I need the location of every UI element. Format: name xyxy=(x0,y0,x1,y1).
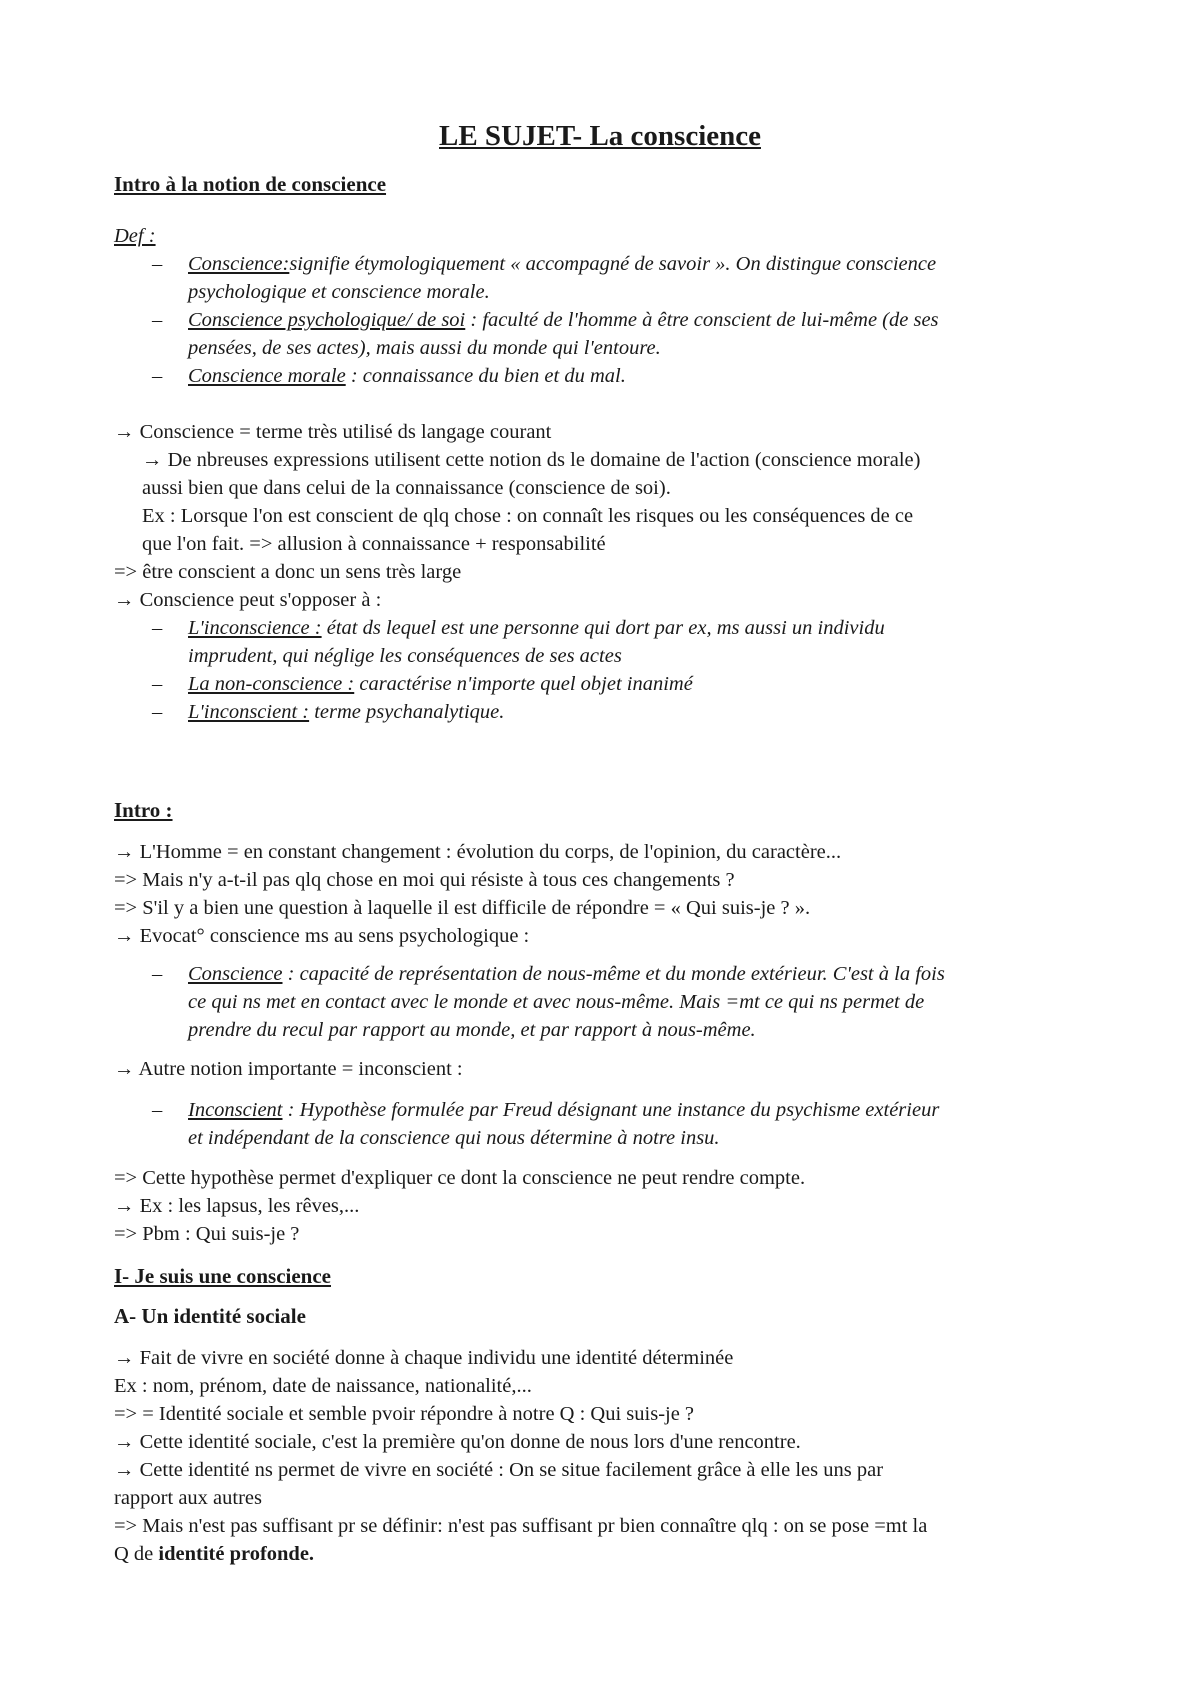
definition-item-cont: pensées, de ses actes), mais aussi du monde qui l'entoure. xyxy=(188,337,661,359)
section-heading-intro-notion: Intro à la notion de conscience xyxy=(114,172,387,196)
text-line: → Evocat° conscience ms au sens psychologique : xyxy=(114,925,530,947)
text-line: → L'Homme = en constant changement : évolution du corps, de l'opinion, du caractère... xyxy=(114,841,842,863)
text-line: Ex : Lorsque l'on est conscient de qlq chose : on connaît les risques ou les conséquences de ce xyxy=(142,505,914,527)
text-line: => Mais n'y a-t-il pas qlq chose en moi qui résiste à tous ces changements ? xyxy=(114,869,735,891)
text-line: aussi bien que dans celui de la connaissance (conscience de soi). xyxy=(142,477,671,499)
text-line: => = Identité sociale et semble pvoir répondre à notre Q : Qui suis-je ? xyxy=(114,1403,695,1425)
text-line: => Cette hypothèse permet d'expliquer ce dont la conscience ne peut rendre compte. xyxy=(114,1167,806,1189)
page-title: LE SUJET- La conscience xyxy=(439,120,761,152)
text-line: => S'il y a bien une question à laquelle il est difficile de répondre = « Qui suis-je ? ». xyxy=(114,897,811,919)
opposition-item: La non-conscience : caractérise n'importe quel objet inanimé xyxy=(188,673,693,695)
text-line: => Pbm : Qui suis-je ? xyxy=(114,1223,300,1245)
opposition-item: L'inconscient : terme psychanalytique. xyxy=(188,701,505,723)
text-line: → De nbreuses expressions utilisent cette notion ds le domaine de l'action (conscience morale) xyxy=(142,449,921,471)
text-line: → Cette identité sociale, c'est la première qu'on donne de nous lors d'une rencontre. xyxy=(114,1431,801,1453)
text-line: Ex : nom, prénom, date de naissance, nationalité,... xyxy=(114,1375,532,1397)
section-heading-1: I- Je suis une conscience xyxy=(114,1264,331,1288)
definition-item-cont: et indépendant de la conscience qui nous détermine à notre insu. xyxy=(188,1127,720,1149)
definition-item: Conscience:signifie étymologiquement « accompagné de savoir ». On distingue conscience xyxy=(188,253,937,275)
list-dash: – xyxy=(152,1099,163,1121)
section-heading-intro: Intro : xyxy=(114,798,173,822)
definition-item: Conscience morale : connaissance du bien et du mal. xyxy=(188,365,626,387)
text-line: => Mais n'est pas suffisant pr se définir: n'est pas suffisant pr bien connaître qlq : on se pose =mt la xyxy=(114,1515,928,1537)
list-dash: – xyxy=(152,617,163,639)
subsection-heading-a: A- Un identité sociale xyxy=(114,1304,306,1328)
text-line: → Fait de vivre en société donne à chaque individu une identité déterminée xyxy=(114,1347,734,1369)
definition-item-cont: ce qui ns met en contact avec le monde et avec nous-même. Mais =mt ce qui ns permet de xyxy=(188,991,925,1013)
text-line: → Conscience = terme très utilisé ds langage courant xyxy=(114,421,552,443)
list-dash: – xyxy=(152,253,163,275)
text-line: → Ex : les lapsus, les rêves,... xyxy=(114,1195,360,1217)
opposition-item-cont: imprudent, qui néglige les conséquences de ses actes xyxy=(188,645,622,667)
list-dash: – xyxy=(152,673,163,695)
text-line: → Conscience peut s'opposer à : xyxy=(114,589,382,611)
opposition-item: L'inconscience : état ds lequel est une personne qui dort par ex, ms aussi un individu xyxy=(188,617,885,639)
list-dash: – xyxy=(152,309,163,331)
text-line: → Autre notion importante = inconscient : xyxy=(114,1058,463,1080)
definition-item-cont: psychologique et conscience morale. xyxy=(188,281,490,303)
text-line: → Cette identité ns permet de vivre en société : On se situe facilement grâce à elle les uns par xyxy=(114,1459,884,1481)
list-dash: – xyxy=(152,701,163,723)
definition-item-cont: prendre du recul par rapport au monde, et par rapport à nous-même. xyxy=(188,1019,756,1041)
text-line: => être conscient a donc un sens très large xyxy=(114,561,462,583)
list-dash: – xyxy=(152,963,163,985)
text-line: Q de identité profonde. xyxy=(114,1543,315,1565)
list-dash: – xyxy=(152,365,163,387)
def-label: Def : xyxy=(114,225,156,247)
definition-item: Conscience psychologique/ de soi : faculté de l'homme à être conscient de lui-même (de ses xyxy=(188,309,939,331)
definition-item: Inconscient : Hypothèse formulée par Freud désignant une instance du psychisme extérieur xyxy=(188,1099,940,1121)
text-line: que l'on fait. => allusion à connaissance + responsabilité xyxy=(142,533,606,555)
definition-item: Conscience : capacité de représentation de nous-même et du monde extérieur. C'est à la fois xyxy=(188,963,945,985)
text-line: rapport aux autres xyxy=(114,1487,262,1509)
